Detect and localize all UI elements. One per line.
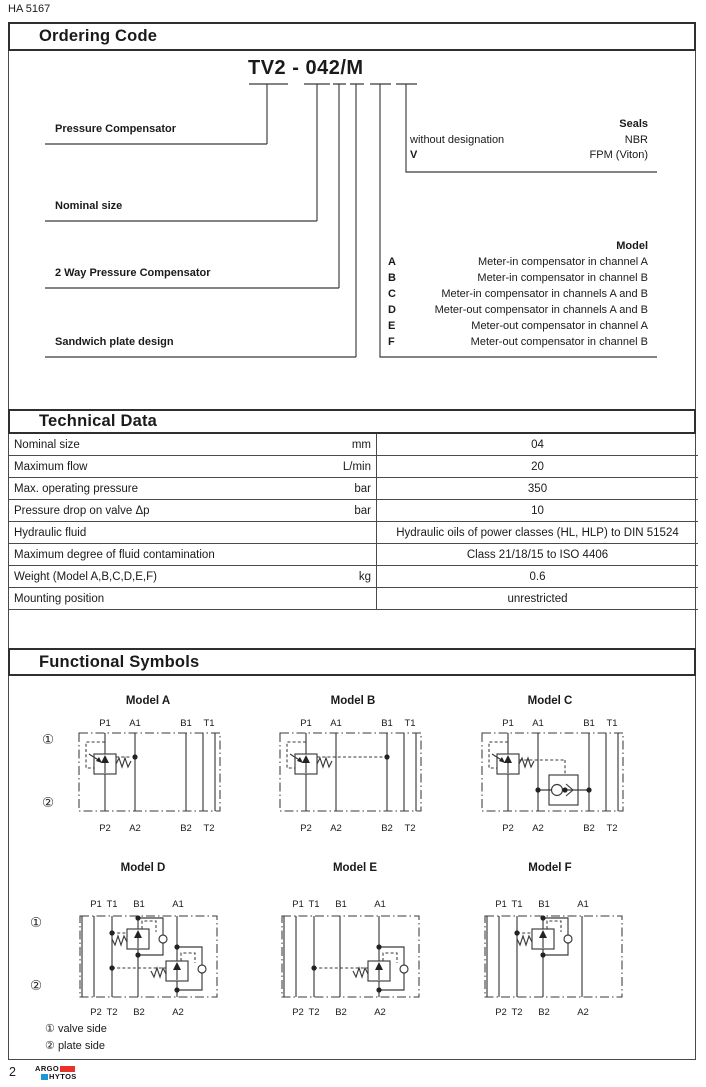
param-value: unrestricted (376, 588, 698, 609)
model-a-schematic (49, 711, 224, 836)
model-option-code: D (388, 304, 396, 316)
table-row (8, 456, 698, 478)
port-label: A1 (129, 718, 141, 729)
designator-pressure-compensator: Pressure Compensator (55, 123, 177, 135)
port-label: A1 (577, 899, 589, 910)
port-label: P2 (495, 1007, 507, 1018)
param-unit: mm (351, 438, 371, 451)
port-label: P1 (99, 718, 111, 729)
port-label: P2 (502, 823, 514, 834)
model-option-row (388, 288, 648, 300)
technical-data-title: Technical Data (39, 412, 158, 430)
table-row (8, 522, 698, 544)
seals-heading: Seals (619, 118, 648, 130)
port-label: A2 (172, 1007, 184, 1018)
port-label: A2 (374, 1007, 386, 1018)
port-label: B2 (538, 1007, 550, 1018)
doc-ref: HA 5167 (8, 3, 51, 15)
port-label: B1 (538, 899, 550, 910)
port-label: B2 (381, 823, 393, 834)
param-unit: L/min (342, 460, 371, 473)
seals-option-code: V (410, 149, 418, 161)
page-number: 2 (9, 1065, 16, 1079)
port-label: T1 (606, 718, 618, 729)
legend-marker: ① (45, 1023, 55, 1035)
param-unit: kg (358, 570, 371, 583)
designator-2way-pressure-compensator: 2 Way Pressure Compensator (55, 267, 211, 279)
param-label: Maximum degree of fluid contamination (14, 548, 215, 561)
legend-label: plate side (57, 1040, 106, 1052)
technical-data-table (8, 434, 698, 610)
port-label: A1 (374, 899, 386, 910)
param-label: Pressure drop on valve Δp (14, 504, 150, 517)
port-label: T1 (308, 899, 320, 910)
param-value: 20 (376, 456, 698, 477)
model-option-value: Meter-in compensator in channel A (478, 256, 648, 268)
logo-text-argo: ARGO (35, 1064, 60, 1073)
table-row (8, 434, 698, 456)
port-label: T1 (511, 899, 523, 910)
table-row (8, 566, 698, 588)
plate-side-marker: ② (42, 795, 55, 810)
seals-option-value: NBR (624, 134, 648, 146)
model-option-row (388, 272, 648, 284)
logo-blue-block-icon (41, 1074, 48, 1081)
designator-nominal-size: Nominal size (55, 200, 123, 212)
port-label: B2 (335, 1007, 347, 1018)
port-label: B1 (583, 718, 595, 729)
param-unit: bar (354, 482, 371, 495)
port-label: B1 (133, 899, 145, 910)
port-label: T2 (106, 1007, 118, 1018)
model-f-schematic (455, 895, 635, 1020)
model-option-code: E (388, 320, 396, 332)
valve-side-marker: ① (30, 915, 43, 930)
seals-option-value: FPM (Viton) (589, 149, 648, 161)
designator-sandwich-plate-design: Sandwich plate design (55, 336, 174, 348)
model-e-schematic (252, 895, 432, 1020)
port-label: T1 (203, 718, 215, 729)
param-label: Weight (Model A,B,C,D,E,F) (14, 570, 157, 583)
port-label: A1 (532, 718, 544, 729)
ordering-leader-lines (8, 51, 698, 409)
port-label: T2 (203, 823, 215, 834)
model-option-code: A (388, 256, 396, 268)
port-label: B1 (335, 899, 347, 910)
model-a-title: Model A (125, 695, 171, 707)
table-row (8, 544, 698, 566)
port-label: T1 (106, 899, 118, 910)
port-label: P2 (300, 823, 312, 834)
model-b-schematic (250, 711, 425, 836)
model-option-value: Meter-out compensator in channel B (470, 336, 648, 348)
param-value: 10 (376, 500, 698, 521)
legend-valve-side (45, 1022, 107, 1035)
port-label: P2 (292, 1007, 304, 1018)
port-label: A2 (532, 823, 544, 834)
port-label: T1 (404, 718, 416, 729)
param-label: Mounting position (14, 592, 105, 605)
model-f-title: Model F (528, 862, 572, 874)
port-label: B2 (583, 823, 595, 834)
port-label: P1 (495, 899, 507, 910)
port-label: B1 (381, 718, 393, 729)
port-label: P1 (90, 899, 102, 910)
port-label: T2 (606, 823, 618, 834)
model-e-title: Model E (332, 862, 378, 874)
ordering-code-header (8, 22, 696, 51)
model-heading: Model (616, 240, 648, 252)
ordering-code-title: Ordering Code (39, 27, 158, 45)
port-label: P2 (99, 823, 111, 834)
model-b-title: Model B (330, 695, 376, 707)
param-label: Hydraulic fluid (14, 526, 87, 539)
port-label: B1 (180, 718, 192, 729)
port-label: A2 (330, 823, 342, 834)
model-option-value: Meter-in compensator in channels A and B (441, 288, 648, 300)
param-value: 04 (376, 434, 698, 455)
param-unit: bar (354, 504, 371, 517)
param-value: Hydraulic oils of power classes (HL, HLP) to DIN 51524 (376, 522, 698, 543)
model-option-row (388, 320, 648, 332)
functional-symbols-header (8, 648, 696, 676)
model-option-value: Meter-out compensator in channels A and B (434, 304, 648, 316)
param-value: 0.6 (376, 566, 698, 587)
model-option-value: Meter-out compensator in channel A (471, 320, 648, 332)
table-row (8, 478, 698, 500)
param-value: 350 (376, 478, 698, 499)
model-option-value: Meter-in compensator in channel B (477, 272, 648, 284)
model-d-schematic (50, 895, 230, 1020)
port-label: P1 (300, 718, 312, 729)
param-value: Class 21/18/15 to ISO 4406 (376, 544, 698, 565)
port-label: B2 (180, 823, 192, 834)
port-label: P1 (292, 899, 304, 910)
param-label: Max. operating pressure (14, 482, 139, 495)
param-label: Maximum flow (14, 460, 88, 473)
logo-text-hytos: HYTOS (49, 1072, 77, 1081)
legend-label: valve side (57, 1023, 107, 1035)
seals-option-row (410, 149, 648, 161)
port-label: T2 (308, 1007, 320, 1018)
port-label: P2 (90, 1007, 102, 1018)
param-label: Nominal size (14, 438, 80, 451)
port-label: B2 (133, 1007, 145, 1018)
legend-plate-side (45, 1039, 105, 1052)
model-option-code: F (388, 336, 395, 348)
model-c-title: Model C (527, 695, 573, 707)
port-label: A1 (330, 718, 342, 729)
model-option-row (388, 304, 648, 316)
port-label: P1 (502, 718, 514, 729)
seals-option-row (410, 134, 648, 146)
legend-marker: ② (45, 1040, 55, 1052)
table-row (8, 588, 698, 610)
plate-side-marker: ② (30, 978, 43, 993)
model-option-code: C (388, 288, 396, 300)
port-label: A2 (129, 823, 141, 834)
port-label: A1 (172, 899, 184, 910)
port-label: T2 (511, 1007, 523, 1018)
model-option-row (388, 336, 648, 348)
model-option-code: B (388, 272, 396, 284)
seals-option-code: without designation (410, 134, 505, 146)
functional-symbols-title: Functional Symbols (39, 652, 200, 671)
technical-data-header (8, 409, 696, 434)
argo-hytos-logo (35, 1064, 77, 1080)
port-label: A2 (577, 1007, 589, 1018)
table-row (8, 500, 698, 522)
model-d-title: Model D (120, 862, 166, 874)
valve-side-marker: ① (42, 732, 55, 747)
ordering-code-value: TV2 - 042/M (248, 57, 364, 79)
model-option-row (388, 256, 648, 268)
model-c-schematic (452, 711, 627, 836)
port-label: T2 (404, 823, 416, 834)
